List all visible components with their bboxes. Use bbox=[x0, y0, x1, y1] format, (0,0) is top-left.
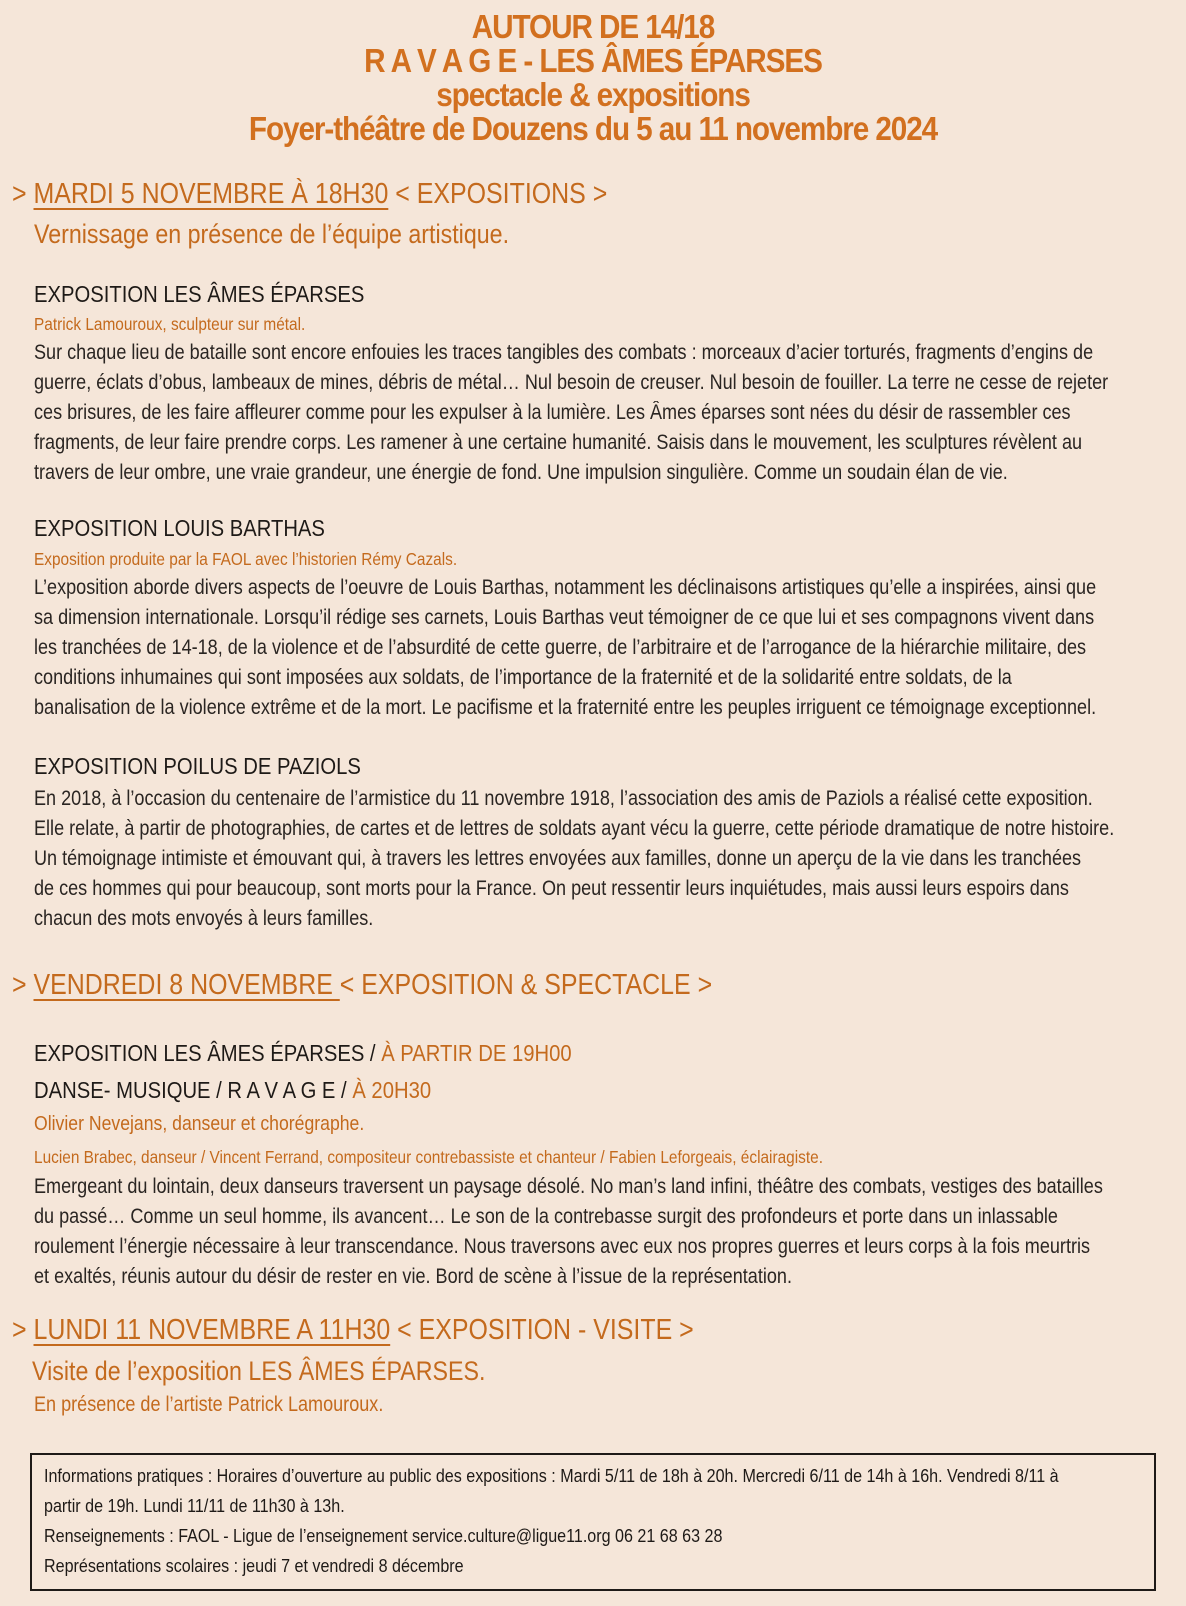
text-line: Elle relate, à partir de photographies, de cartes et de lettres de soldats ayant vécu la guerre, cette période dramatique de notre histoire. bbox=[34, 817, 1115, 840]
spectacle-text bbox=[34, 1172, 1144, 1292]
text-line: En 2018, à l’occasion du centenaire de l’armistice du 11 novembre 1918, l’association des amis de Paziols a réalisé cette exposition. bbox=[34, 787, 1093, 810]
expo-credit-barthas: Exposition produite par la FAOL avec l’historien Rémy Cazals. bbox=[34, 549, 458, 569]
section-vendredi bbox=[12, 969, 712, 1002]
credit-choreographer: Olivier Nevejans, danseur et chorégraphe. bbox=[34, 1112, 365, 1135]
text-line: Emergeant du lointain, deux danseurs traversent un paysage désolé. No man’s land infini, théâtre des combats, vestiges des batailles bbox=[34, 1175, 1103, 1198]
section-tag: < EXPOSITION & SPECTACLE > bbox=[339, 969, 713, 1001]
text-line: sa dimension internationale. Lorsqu’il rédige ses carnets, Louis Barthas veut témoigner de ce que lui et ses compagnons vivent dans bbox=[34, 606, 1095, 629]
text-line: Un témoignage intimiste et émouvant qui, à travers les lettres envoyées aux familles, donne un aperçu de la vie dans les tranchées bbox=[34, 847, 1082, 870]
event-time: À PARTIR DE 19H00 bbox=[381, 1040, 572, 1066]
event-label: DANSE- MUSIQUE / R A V A G E / bbox=[34, 1077, 353, 1103]
section-date: VENDREDI 8 NOVEMBRE bbox=[33, 969, 340, 1001]
text-line: fragments, de leur faire prendre corps. Les ramener à une certaine humanité. Saisis dans le mouvement, les sculptures révèlent au bbox=[34, 431, 1083, 454]
text-line: les tranchées de 14-18, de la violence et de l’absurdité de cette guerre, de l’arbitraire et de l’arrogance de la hiérarchie militaire, des bbox=[34, 636, 1087, 659]
expo-text-barthas bbox=[34, 573, 1144, 723]
arrow-marker: > bbox=[12, 178, 27, 210]
text-line: banalisation de la violence extrême et de la mort. Le pacifisme et la fraternité entre les peuples irriguent ce témoignage exceptionnel. bbox=[34, 696, 1097, 719]
event-danse bbox=[34, 1077, 431, 1104]
text-line: roulement l’énergie nécessaire à leur transcendance. Nous traversons avec eux nos propres guerres et leurs corps à la fois meurtris bbox=[34, 1235, 1091, 1258]
section-mardi bbox=[12, 178, 607, 211]
text-line: travers de leur ombre, une vraie grandeur, une énergie de fond. Une impulsion singulière. Comme un soudain élan de vie. bbox=[34, 461, 1008, 484]
expo-title-paziols: EXPOSITION POILUS DE PAZIOLS bbox=[34, 753, 361, 779]
expo-text-ames bbox=[34, 338, 1144, 488]
text-line: chacun des mots envoyés à leurs familles. bbox=[34, 907, 374, 930]
section-subtitle: Vernissage en présence de l’équipe artistique. bbox=[34, 219, 510, 249]
credit-performers: Lucien Brabec, danseur / Vincent Ferrand, compositeur contrebassiste et chanteur / Fabien Leforgeais, éclairagiste. bbox=[34, 1147, 823, 1167]
event-label: EXPOSITION LES ÂMES ÉPARSES / bbox=[34, 1040, 382, 1066]
header-line-2: R A V A G E - LES ÂMES ÉPARSES bbox=[364, 42, 822, 79]
info-line: Informations pratiques : Horaires d’ouverture au public des expositions : Mardi 5/11 de 18h à 20h. Mercredi 6/11 de 14h à 16h. Vendredi 8/11 à bbox=[44, 1465, 1059, 1486]
text-line: ces brisures, de les faire affleurer comme pour les expulser à la lumière. Les Âmes éparses sont nées du désir de rassembler ces bbox=[34, 401, 1071, 424]
section-tag: < EXPOSITION - VISITE > bbox=[397, 1314, 694, 1346]
event-time: À 20H30 bbox=[352, 1077, 432, 1103]
text-line: guerre, éclats d’obus, lambeaux de mines, débris de métal… Nul besoin de creuser. Nul besoin de fouiller. La terre ne cesse de rejeter bbox=[34, 371, 1109, 394]
arrow-marker: > bbox=[12, 1314, 27, 1346]
text-line: et exaltés, réunis autour du désir de rester en vie. Bord de scène à l’issue de la représentation. bbox=[34, 1265, 792, 1288]
arrow-marker: > bbox=[12, 969, 27, 1001]
practical-info-box bbox=[30, 1453, 1156, 1591]
info-line: partir de 19h. Lundi 11/11 de 11h30 à 13h. bbox=[44, 1495, 345, 1516]
page-header bbox=[59, 10, 1126, 146]
section-tag: < EXPOSITIONS > bbox=[395, 178, 608, 210]
header-line-3: spectacle & expositions bbox=[436, 76, 750, 113]
section-subtitle: Visite de l’exposition LES ÂMES ÉPARSES. bbox=[32, 1356, 486, 1386]
text-line: L’exposition aborde divers aspects de l’oeuvre de Louis Barthas, notamment les déclinaisons artistiques qu’elle a inspirées, ainsi que bbox=[34, 576, 1097, 599]
text-line: Sur chaque lieu de bataille sont encore enfouies les traces tangibles des combats : morceaux d’acier torturés, fragments d’engins de bbox=[34, 341, 1094, 364]
expo-title-ames: EXPOSITION LES ÂMES ÉPARSES bbox=[34, 281, 365, 307]
section-lundi bbox=[12, 1314, 694, 1347]
info-line: Représentations scolaires : jeudi 7 et vendredi 8 décembre bbox=[44, 1555, 464, 1576]
text-line: du passé… Comme un seul homme, ils avancent… Le son de la contrebasse surgit des profondeurs et porte dans un inlassable bbox=[34, 1205, 1058, 1228]
event-expo-ames bbox=[34, 1040, 572, 1067]
expo-text-paziols bbox=[34, 784, 1144, 934]
text-line: de ces hommes qui pour beaucoup, sont morts pour la France. On peut ressentir leurs inquiétudes, mais aussi leurs espoirs dans bbox=[34, 877, 1069, 900]
header-line-1: AUTOUR DE 14/18 bbox=[471, 8, 715, 45]
expo-title-barthas: EXPOSITION LOUIS BARTHAS bbox=[34, 515, 325, 541]
info-line: Renseignements : FAOL - Ligue de l’enseignement service.culture@ligue11.org 06 21 68 63 28 bbox=[44, 1525, 723, 1546]
expo-credit-ames: Patrick Lamouroux, sculpteur sur métal. bbox=[34, 314, 306, 334]
section-date: MARDI 5 NOVEMBRE À 18H30 bbox=[33, 178, 389, 210]
section-date: LUNDI 11 NOVEMBRE A 11H30 bbox=[33, 1314, 391, 1346]
text-line: conditions inhumaines qui sont imposées aux soldats, de l’importance de la fraternité et de la solidarité entre soldats, de la bbox=[34, 666, 1012, 689]
header-line-4: Foyer-théâtre de Douzens du 5 au 11 novembre 2024 bbox=[248, 110, 938, 147]
section-subtitle-2: En présence de l’artiste Patrick Lamouroux. bbox=[34, 1393, 384, 1416]
